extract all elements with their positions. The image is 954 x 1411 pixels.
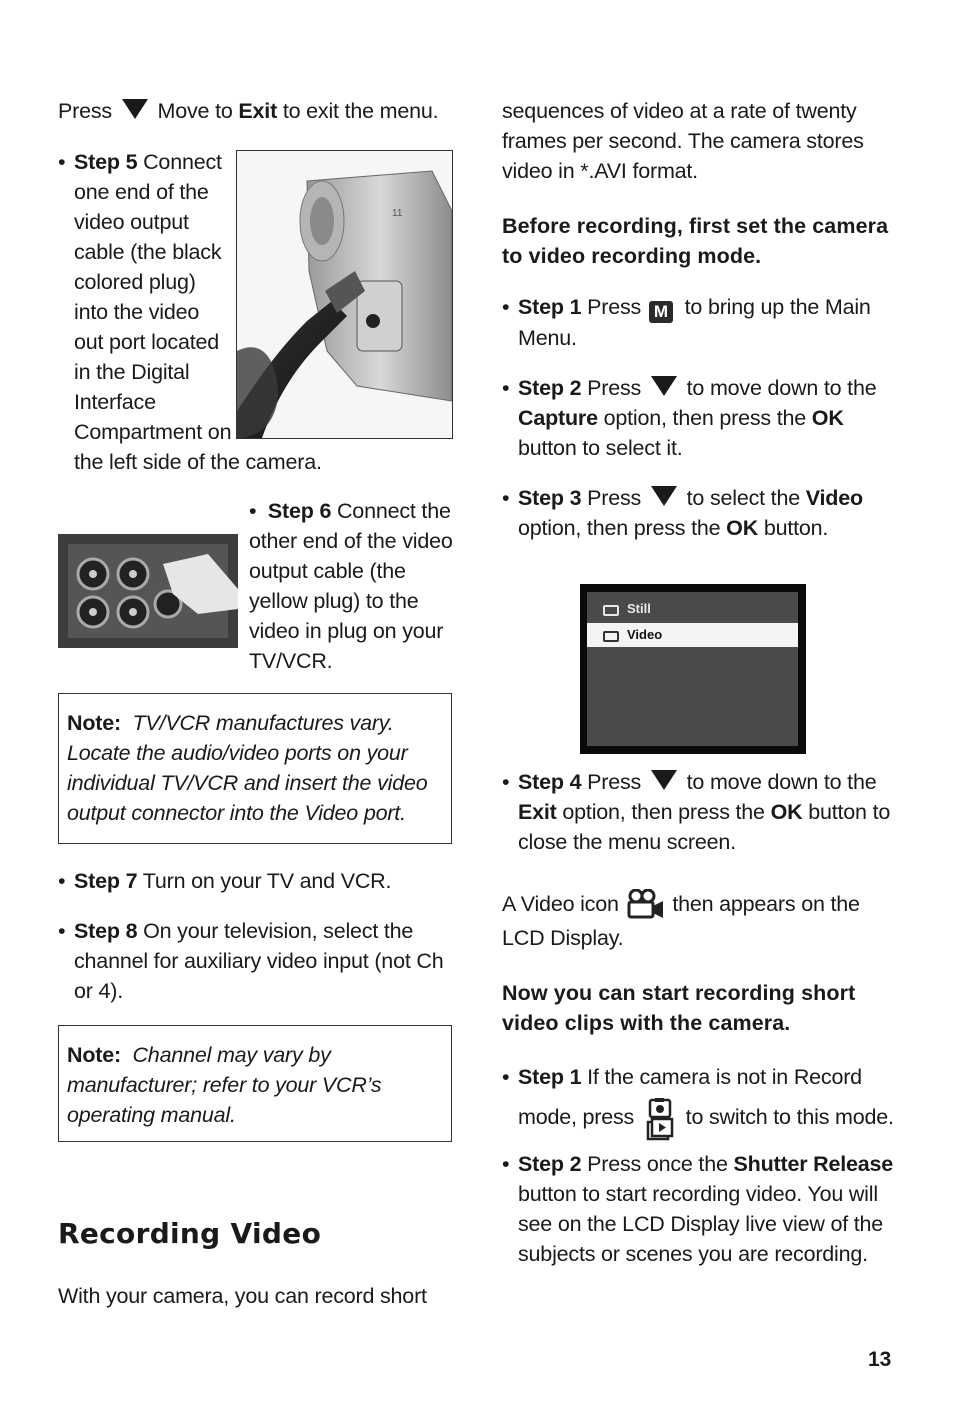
step-label: Step 4	[518, 770, 582, 794]
step-label: Step 2	[518, 1152, 582, 1176]
menu-item-still: Still	[587, 596, 798, 622]
step-3: • Step 3 Press to select the Video option, then press the OK button.	[502, 486, 863, 540]
step-2: • Step 2 Press to move down to the Capture option, then press the OK button to select it.	[502, 376, 877, 460]
left-column	[58, 96, 452, 126]
note-box: Note: TV/VCR manufactures vary. Locate the audio/video ports on your individual TV/VCR and insert the video output connector into the Video port.	[58, 693, 452, 844]
down-triangle-icon	[651, 376, 677, 396]
step-1: • Step 1 Press M to bring up the Main Menu.	[502, 295, 871, 350]
capture-menu-screenshot	[580, 584, 806, 754]
step-8: • Step 8 On your television, select the channel for auxiliary video input (not Ch or 4).	[58, 919, 444, 1003]
record-step-1: • Step 1 If the camera is not in Record mode, press to switch to this mode.	[502, 1062, 894, 1142]
recording-intro: With your camera, you can record short	[58, 1284, 427, 1308]
step-label: Step 2	[518, 376, 582, 400]
svg-text:11: 11	[392, 208, 403, 219]
step-label: Step 5	[74, 150, 138, 174]
step-4: • Step 4 Press to move down to the Exit option, then press the OK button to close the menu screen.	[502, 770, 891, 854]
menu-m-icon: M	[649, 301, 673, 323]
camera-cable-photo	[236, 150, 453, 439]
video-camera-icon	[627, 889, 665, 919]
note-box: Note: Channel may vary by manufacturer; refer to your VCR’s operating manual.	[58, 1025, 452, 1142]
mode-switch-icon	[646, 1098, 674, 1142]
camera-icon	[603, 605, 619, 616]
step-label: Step 1	[518, 295, 582, 319]
note-label: Note:	[67, 1043, 121, 1067]
step-7: • Step 7 Turn on your TV and VCR.	[58, 869, 392, 893]
step-label: Step 8	[74, 919, 138, 943]
step-label: Step 3	[518, 486, 582, 510]
intro-line: Press Move to Exit to exit the menu.	[58, 99, 439, 123]
down-triangle-icon	[122, 99, 148, 119]
step-label: Step 7	[74, 869, 138, 893]
step-6: • Step 6 Connect the other end of the video output cable (the yellow plug) to the video in plug on your TV/VCR.	[249, 499, 453, 673]
video-icon-note: A Video icon then appears on the LCD Display.	[502, 887, 894, 955]
down-triangle-icon	[651, 770, 677, 790]
av-ports-photo	[58, 534, 238, 648]
page-number: 13	[868, 1348, 892, 1371]
bold-instruction: Now you can start recording short video clips with the camera.	[502, 981, 856, 1035]
step-label: Step 1	[518, 1065, 582, 1089]
down-triangle-icon	[651, 486, 677, 506]
section-heading: Recording Video	[58, 1217, 322, 1250]
step-label: Step 6	[267, 499, 332, 523]
menu-item-video: Video	[587, 623, 798, 647]
video-camera-icon	[603, 631, 619, 642]
step-5: • Step 5 Connect one end of the video output cable (the black colored plug) into the video out port located in the Digital Interface Compartment on the left side of the camera.	[58, 150, 322, 474]
bold-instruction: Before recording, first set the camera to video recording mode.	[502, 214, 889, 268]
video-intro: sequences of video at a rate of twenty frames per second. The camera stores video in *.AVI format.	[502, 99, 864, 183]
note-label: Note:	[67, 711, 121, 735]
record-step-2: • Step 2 Press once the Shutter Release button to start recording video. You will see on the LCD Display live view of the subjects or scenes you are recording.	[502, 1152, 894, 1266]
